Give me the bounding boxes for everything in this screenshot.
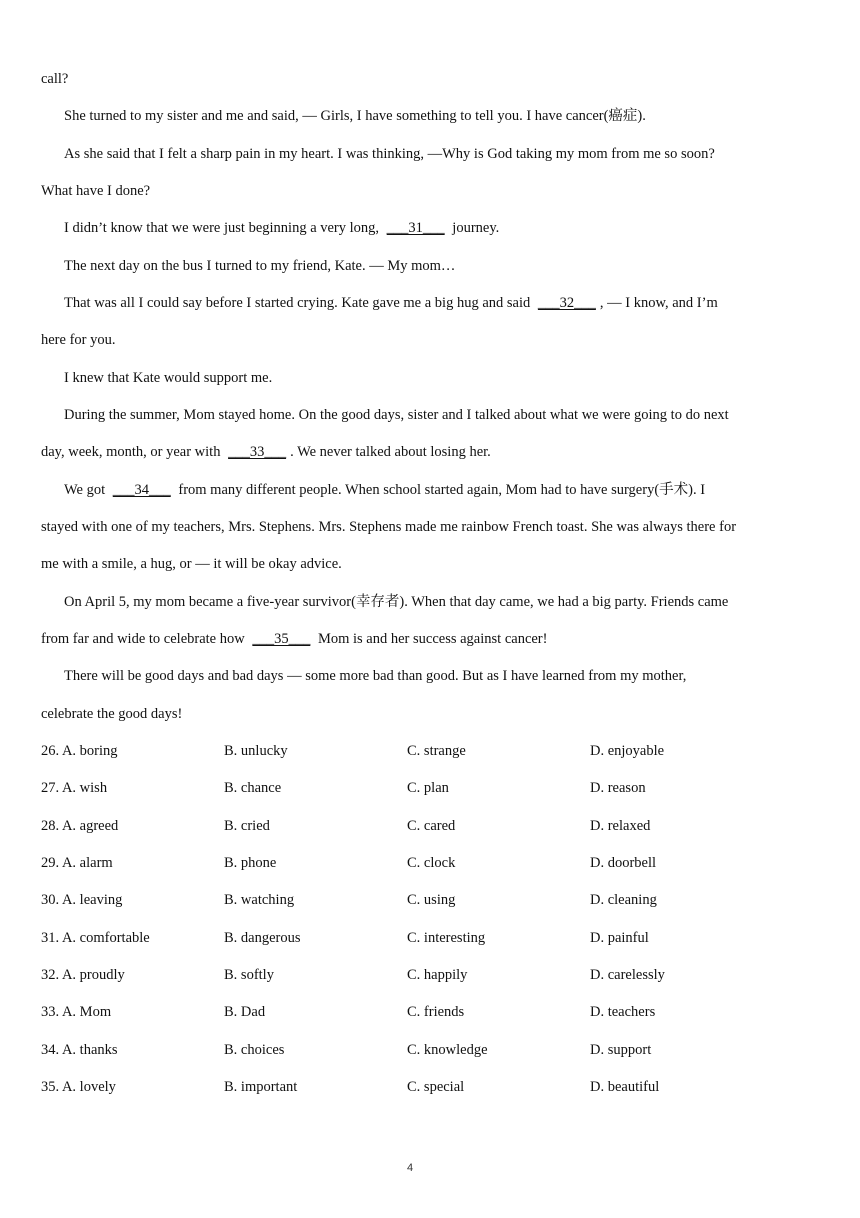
passage-text: from far and wide to celebrate how [41, 631, 245, 647]
option-a: 28. A. agreed [41, 818, 119, 834]
option-b: B. important [224, 1079, 298, 1095]
option-d: D. relaxed [590, 818, 651, 834]
option-b: B. cried [224, 818, 270, 834]
option-c: C. special [407, 1079, 465, 1095]
blank-34: ___34___ [112, 482, 171, 498]
option-b: B. phone [224, 855, 277, 871]
passage-text: . We never talked about losing her. [290, 444, 491, 460]
option-c: C. happily [407, 967, 468, 983]
passage-line [64, 293, 718, 313]
option-c: C. knowledge [407, 1042, 488, 1058]
option-c: C. using [407, 892, 456, 908]
option-d: D. support [590, 1042, 652, 1058]
passage-line: She turned to my sister and me and said, ― Girls, I have something to tell you. I have cancer(癌症). [64, 108, 646, 124]
passage-line: The next day on the bus I turned to my friend, Kate. ― My mom… [64, 258, 456, 274]
passage-line [41, 442, 491, 462]
passage-text: We got [64, 482, 106, 498]
passage-text: , ― I know, and I’m [599, 295, 718, 311]
option-a: 34. A. thanks [41, 1042, 118, 1058]
option-a: 33. A. Mom [41, 1004, 112, 1020]
option-a: 35. A. lovely [41, 1079, 116, 1095]
option-c: C. strange [407, 743, 466, 759]
option-c: C. interesting [407, 930, 486, 946]
option-b: B. dangerous [224, 930, 301, 946]
passage-line [64, 480, 705, 500]
passage-line: What have I done? [41, 183, 151, 199]
option-d: D. painful [590, 930, 649, 946]
passage-line: As she said that I felt a sharp pain in my heart. I was thinking, ―Why is God taking my mom from me so soon? [64, 146, 715, 162]
passage-line: me with a smile, a hug, or ― it will be okay advice. [41, 556, 342, 572]
passage-text: day, week, month, or year with [41, 444, 221, 460]
passage-line: celebrate the good days! [41, 706, 183, 722]
option-d: D. doorbell [590, 855, 657, 871]
option-d: D. carelessly [590, 967, 665, 983]
option-d: D. beautiful [590, 1079, 660, 1095]
option-a: 29. A. alarm [41, 855, 113, 871]
passage-line: On April 5, my mom became a five-year survivor(幸存者). When that day came, we had a big party. Friends came [64, 594, 729, 610]
option-b: B. softly [224, 967, 274, 983]
passage-line: There will be good days and bad days — some more bad than good. But as I have learned from my mother, [64, 668, 687, 684]
option-d: D. reason [590, 780, 646, 796]
option-a: 26. A. boring [41, 743, 118, 759]
passage-line: call? [41, 71, 69, 87]
option-b: B. watching [224, 892, 295, 908]
blank-31: ___31___ [386, 220, 445, 236]
passage-text: journey. [452, 220, 500, 236]
passage-line: During the summer, Mom stayed home. On the good days, sister and I talked about what we were going to do next [64, 407, 729, 423]
passage-line: I knew that Kate would support me. [64, 370, 273, 386]
option-a: 32. A. proudly [41, 967, 125, 983]
passage-text: I didn’t know that we were just beginning a very long, [64, 220, 380, 236]
passage-line: here for you. [41, 332, 116, 348]
option-a: 31. A. comfortable [41, 930, 150, 946]
option-c: C. friends [407, 1004, 465, 1020]
option-a: 27. A. wish [41, 780, 108, 796]
option-b: B. Dad [224, 1004, 266, 1020]
option-c: C. clock [407, 855, 456, 871]
passage-text: That was all I could say before I started crying. Kate gave me a big hug and said [64, 295, 531, 311]
option-b: B. chance [224, 780, 282, 796]
passage-line: stayed with one of my teachers, Mrs. Stephens. Mrs. Stephens made me rainbow French toast. She was always there for [41, 519, 737, 535]
passage-text: from many different people. When school started again, Mom had to have surgery(手术). I [178, 482, 706, 498]
blank-33: ___33___ [228, 444, 287, 460]
passage-line [64, 218, 499, 238]
option-d: D. teachers [590, 1004, 656, 1020]
option-d: D. enjoyable [590, 743, 665, 759]
passage-line [41, 629, 547, 649]
option-a: 30. A. leaving [41, 892, 123, 908]
option-c: C. plan [407, 780, 449, 796]
option-c: C. cared [407, 818, 456, 834]
blank-35: ___35___ [252, 631, 311, 647]
passage-text: Mom is and her success against cancer! [317, 631, 548, 647]
option-b: B. unlucky [224, 743, 288, 759]
page-number: 4 [406, 1162, 414, 1174]
option-b: B. choices [224, 1042, 285, 1058]
blank-32: ___32___ [537, 295, 596, 311]
option-d: D. cleaning [590, 892, 657, 908]
